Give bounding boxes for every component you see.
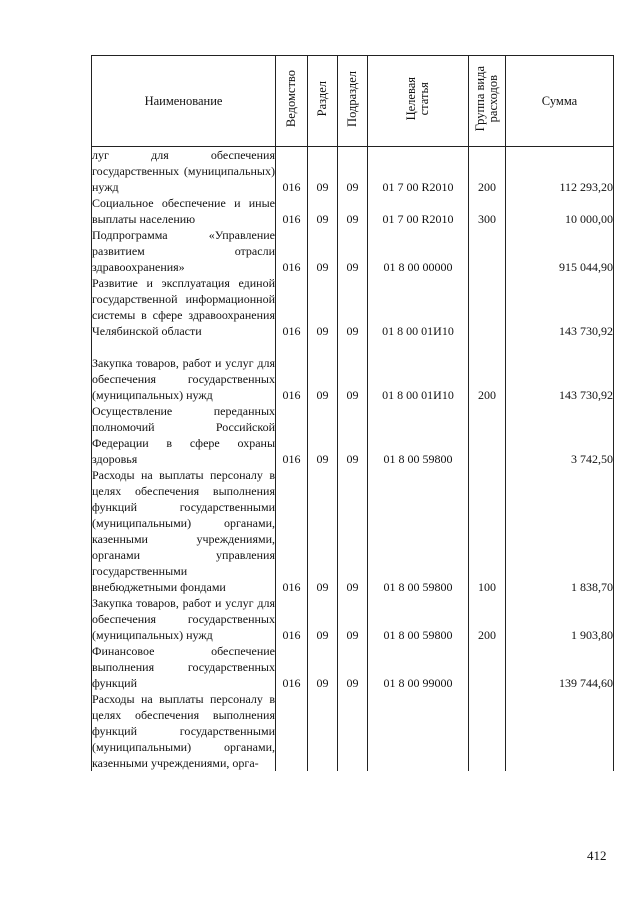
budget-table xyxy=(91,55,614,771)
row-celevaya: 01 8 00 59800 xyxy=(368,403,469,467)
row-celevaya: 01 8 00 00000 xyxy=(368,227,469,275)
row-summa: 143 730,92 xyxy=(506,339,614,403)
table-row xyxy=(92,467,614,595)
table-row xyxy=(92,275,614,339)
row-summa: 139 744,60 xyxy=(506,643,614,691)
row-vedomstvo: 016 xyxy=(276,467,308,595)
row-summa: 10 000,00 xyxy=(506,195,614,227)
table-row xyxy=(92,195,614,227)
row-name: Осуществление переданных полномочий Российской Федерации в сфере охраны здоровья xyxy=(92,404,275,466)
row-celevaya: 01 8 00 59800 xyxy=(368,595,469,643)
row-vedomstvo: 016 xyxy=(276,403,308,467)
row-celevaya: 01 7 00 R2010 xyxy=(368,195,469,227)
row-summa: 112 293,20 xyxy=(506,147,614,196)
row-celevaya: 01 8 00 99000 xyxy=(368,643,469,691)
row-vedomstvo: 016 xyxy=(276,227,308,275)
row-podrazdel: 09 xyxy=(338,339,368,403)
header-celevaya-line1: Целевая xyxy=(403,77,418,121)
table-body xyxy=(92,147,614,772)
row-name: луг для обеспечения государственных (муниципальных) нужд xyxy=(92,148,275,194)
row-summa: 915 044,90 xyxy=(506,227,614,275)
row-summa: 1 838,70 xyxy=(506,467,614,595)
header-gruppa-line2: расходов xyxy=(486,75,500,123)
row-razdel: 09 xyxy=(308,227,338,275)
row-vedomstvo: 016 xyxy=(276,147,308,196)
row-name: Финансовое обеспечение выполнения государственных функций xyxy=(92,644,275,690)
row-summa: 3 742,50 xyxy=(506,403,614,467)
row-podrazdel: 09 xyxy=(338,467,368,595)
row-podrazdel: 09 xyxy=(338,275,368,339)
row-name: Развитие и эксплуатация единой государственной информационной системы в сфере здравоохранения Челябинской области xyxy=(92,276,275,338)
header-celevaya-line2: статья xyxy=(417,82,431,116)
row-gruppa: 200 xyxy=(469,339,506,403)
row-gruppa xyxy=(469,643,506,691)
row-gruppa xyxy=(469,275,506,339)
header-celevaya xyxy=(368,56,469,147)
row-vedomstvo xyxy=(276,691,308,771)
row-razdel: 09 xyxy=(308,595,338,643)
row-podrazdel: 09 xyxy=(338,147,368,196)
page-number: 412 xyxy=(587,848,607,863)
row-podrazdel: 09 xyxy=(338,595,368,643)
table-row xyxy=(92,643,614,691)
row-name: Расходы на выплаты персоналу в целях обеспечения выполнения функций государственными (муниципальными) органами, казенными учреждениями, орга- xyxy=(92,692,275,770)
row-razdel: 09 xyxy=(308,403,338,467)
row-razdel xyxy=(308,691,338,771)
table-header xyxy=(92,56,614,147)
table-row xyxy=(92,595,614,643)
row-vedomstvo: 016 xyxy=(276,643,308,691)
row-name: Закупка товаров, работ и услуг для обеспечения государственных (муниципальных) нужд xyxy=(92,596,275,642)
row-celevaya: 01 7 00 R2010 xyxy=(368,147,469,196)
row-name: Подпрограмма «Управление развитием отрасли здравоохранения» xyxy=(92,228,275,274)
row-name: Закупка товаров, работ и услуг для обеспечения государственных (муниципальных) нужд xyxy=(92,339,276,403)
row-podrazdel: 09 xyxy=(338,643,368,691)
row-vedomstvo: 016 xyxy=(276,339,308,403)
row-podrazdel: 09 xyxy=(338,403,368,467)
header-gruppa xyxy=(469,56,506,147)
row-razdel: 09 xyxy=(308,147,338,196)
table-row xyxy=(92,403,614,467)
header-name: Наименование xyxy=(92,56,276,147)
row-podrazdel: 09 xyxy=(338,227,368,275)
row-podrazdel xyxy=(338,691,368,771)
header-razdel: Раздел xyxy=(308,56,338,147)
header-podrazdel: Подраздел xyxy=(338,56,368,147)
header-gruppa-line1: Группа вида xyxy=(472,66,487,132)
row-podrazdel: 09 xyxy=(338,195,368,227)
row-razdel: 09 xyxy=(308,643,338,691)
row-vedomstvo: 016 xyxy=(276,595,308,643)
row-vedomstvo: 016 xyxy=(276,275,308,339)
row-celevaya: 01 8 00 01И10 xyxy=(368,275,469,339)
row-celevaya xyxy=(368,691,469,771)
row-razdel: 09 xyxy=(308,195,338,227)
header-summa: Сумма xyxy=(506,56,614,147)
table-row xyxy=(92,691,614,771)
row-gruppa: 200 xyxy=(469,147,506,196)
row-razdel: 09 xyxy=(308,275,338,339)
row-vedomstvo: 016 xyxy=(276,195,308,227)
row-razdel: 09 xyxy=(308,467,338,595)
row-name: Расходы на выплаты персоналу в целях обеспечения выполнения функций государственными (муниципальными) органами, казенными учреждениями, органами управления государственными внебюджетными фондами xyxy=(92,468,275,594)
row-gruppa xyxy=(469,227,506,275)
row-name: Социальное обеспечение и иные выплаты населению xyxy=(92,196,275,226)
row-summa: 143 730,92 xyxy=(506,275,614,339)
header-vedomstvo: Ведомство xyxy=(276,56,308,147)
row-gruppa xyxy=(469,403,506,467)
row-razdel: 09 xyxy=(308,339,338,403)
row-gruppa xyxy=(469,691,506,771)
row-celevaya: 01 8 00 01И10 xyxy=(368,339,469,403)
row-gruppa: 100 xyxy=(469,467,506,595)
row-gruppa: 300 xyxy=(469,195,506,227)
table-row xyxy=(92,339,614,403)
row-summa xyxy=(506,691,614,771)
row-celevaya: 01 8 00 59800 xyxy=(368,467,469,595)
row-summa: 1 903,80 xyxy=(506,595,614,643)
row-gruppa: 200 xyxy=(469,595,506,643)
table-row xyxy=(92,227,614,275)
table-row xyxy=(92,147,614,196)
